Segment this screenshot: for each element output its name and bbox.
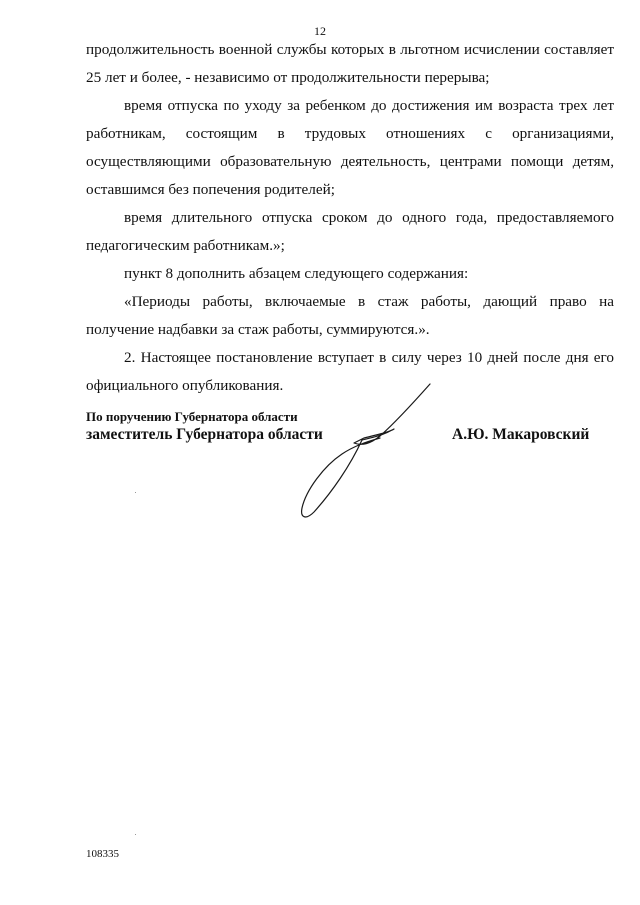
- signer-name: А.Ю. Макаровский: [452, 426, 590, 443]
- paragraph-1: продолжительность военной службы которых в льготном исчислении составляет 25 лет и более, - независимо от продолжительности перерыва;: [86, 41, 614, 86]
- scan-speck: [135, 834, 136, 835]
- document-code: 108335: [86, 848, 119, 860]
- paragraph-4: пункт 8 дополнить абзацем следующего содержания:: [124, 265, 469, 282]
- authority-line: По поручению Губернатора области: [86, 409, 298, 424]
- paragraph-2: время отпуска по уходу за ребенком до достижения им возраста трех лет работникам, состоящим в трудовых отношениях с организациями, осуществляющими образовательную деятельность, центрами помощи детям, оставшимся без попечения родителей;: [86, 97, 614, 198]
- paragraph-6: 2. Настоящее постановление вступает в силу через 10 дней после дня его официального опубликования.: [86, 349, 614, 394]
- handwritten-signature: [296, 380, 446, 525]
- scan-speck: [135, 492, 136, 493]
- signature-stroke: [302, 384, 430, 517]
- position-line: заместитель Губернатора области: [86, 426, 323, 443]
- document-body: [86, 36, 614, 400]
- paragraph-3: время длительного отпуска сроком до одного года, предоставляемого педагогическим работникам.»;: [86, 209, 614, 254]
- paragraph-5: «Периоды работы, включаемые в стаж работы, дающий право на получение надбавки за стаж работы, суммируются.».: [86, 293, 614, 338]
- page-number: 12: [314, 24, 326, 38]
